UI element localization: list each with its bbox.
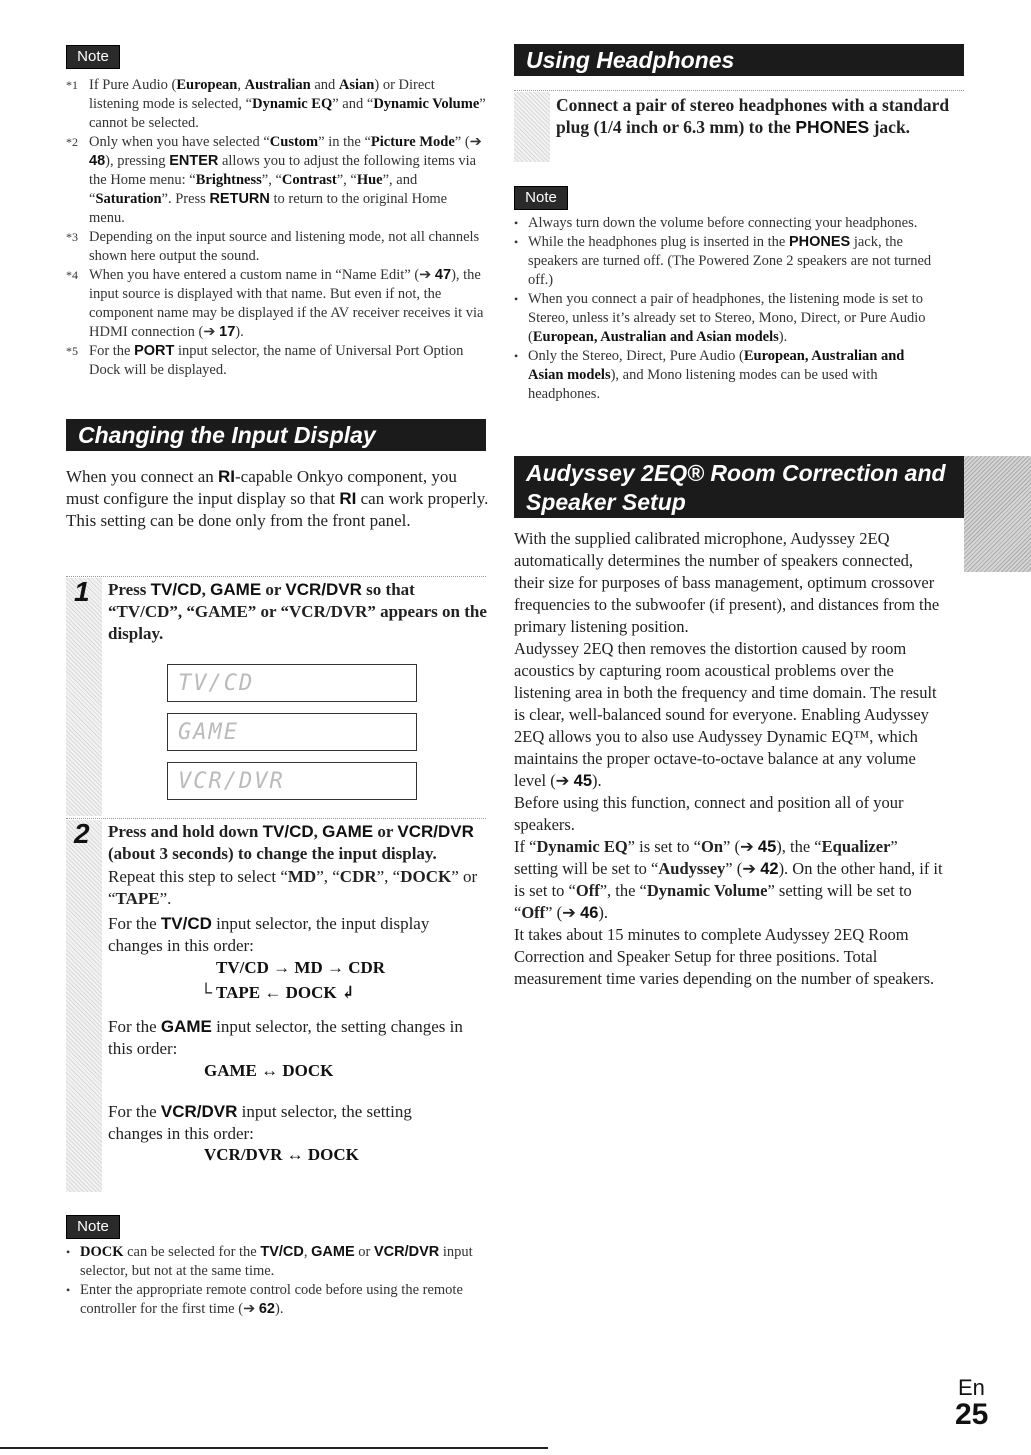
note-badge: Note (66, 1215, 120, 1239)
note-badge: Note (514, 186, 568, 210)
intro-para-2: This setting can be done only from the front panel. (66, 511, 411, 530)
step1-stripe (66, 578, 102, 816)
note-badge: Note (66, 45, 120, 69)
footnote-2: *2 Only when you have selected “Custom” in the “Picture Mode” (➔ 48), pressing ENTER allows you to adjust the following items via the Home menu: “Brightness”, “Contrast”, “Hue”, and “Saturation”. Press RETURN to return to the original Home menu. (66, 134, 482, 226)
tvcd-order: For the TV/CD input selector, the input display changes in this order: (108, 914, 430, 955)
section-title-changing: Changing the Input Display (66, 419, 486, 451)
step2-text: Press and hold down TV/CD, GAME or VCR/DVR (about 3 seconds) to change the input display. (108, 822, 474, 863)
section-title-headphones: Using Headphones (514, 44, 964, 76)
step2-rule (66, 818, 486, 819)
step1-number: 1 (74, 576, 90, 607)
headphones-rule (514, 90, 964, 91)
step2-number: 2 (74, 818, 90, 849)
audyssey-p3: Before using this function, connect and position all of your speakers. (514, 793, 904, 834)
vcr-order: For the VCR/DVR input selector, the setting changes in this order: (108, 1102, 412, 1143)
list-item: • Enter the appropriate remote control code before using the remote controller for the first time (➔ 62). (66, 1282, 463, 1317)
footnote-5: *5 For the PORT input selector, the name of Universal Port Option Dock will be displayed. (66, 343, 464, 378)
step1-rule (66, 576, 486, 577)
step2-repeat: Repeat this step to select “MD”, “CDR”, “DOCK” or “TAPE”. (108, 867, 478, 908)
footnote-4: *4 When you have entered a custom name in “Name Edit” (➔ 47), the input source is displayed with that name. But even if not, the component name may be displayed if the AV receiver receives it via HDMI connection (➔ 17). (66, 267, 484, 340)
footnote-3: *3 Depending on the input source and listening mode, not all channels shown here output the sound. (66, 229, 480, 264)
bottom-note-list (66, 1243, 486, 1319)
ri-logo: RI (218, 467, 235, 486)
return-arrow-icon: └ (200, 983, 216, 1002)
flow-game: GAME ↔ DOCK (204, 1061, 334, 1080)
chapter-edge-tab (964, 456, 1031, 572)
flow-tape: └ TAPE ← DOCK ↲ (200, 983, 356, 1002)
audyssey-p5: It takes about 15 minutes to complete Audyssey 2EQ Room Correction and Speaker Setup for three positions. Total measurement time varies depending on the number of speakers. (514, 925, 935, 988)
audyssey-body (514, 528, 944, 990)
page-number: 25 (955, 1398, 989, 1431)
list-item: • Always turn down the volume before connecting your headphones. (514, 215, 918, 231)
audyssey-p4: If “Dynamic EQ” is set to “On” (➔ 45), the “Equalizer” setting will be set to “Audyssey” (➔ 42). On the other hand, if it is set to “Off”, the “Dynamic Volume” setting will be set to “Off” (➔ 46). (514, 837, 943, 922)
list-item: • DOCK can be selected for the TV/CD, GAME or VCR/DVR input selector, but not at the same time. (66, 1244, 473, 1279)
footer-rule (0, 1447, 548, 1449)
lcd-display-tvcd: TV/CD (167, 664, 417, 702)
lcd-display-game: GAME (167, 713, 417, 751)
step1-text: Press TV/CD, GAME or VCR/DVR so that “TV/CD”, “GAME” or “VCR/DVR” appears on the display. (108, 580, 487, 643)
flow-vcr: VCR/DVR ↔ DOCK (204, 1145, 359, 1164)
changing-intro (66, 466, 491, 532)
footer-lang: En (958, 1375, 985, 1400)
headphones-stripe (514, 92, 550, 162)
footnotes (66, 76, 486, 380)
headphones-step: Connect a pair of stereo headphones with a standard plug (1/4 inch or 6.3 mm) to the PHONES jack. (556, 95, 950, 137)
game-order: For the GAME input selector, the setting changes in this order: (108, 1017, 463, 1058)
list-item: • When you connect a pair of headphones, the listening mode is set to Stereo, unless it’s already set to Stereo, Mono, Direct, or Pure Audio (European, Australian and Asian models). (514, 291, 926, 345)
intro-para: When you connect an RI-capable Onkyo component, you must configure the input display so that RI can work properly. (66, 467, 489, 508)
flow-tvcd: TV/CD → MD → CDR (216, 958, 386, 977)
footnote-1: *1 If Pure Audio (European, Australian and Asian) or Direct listening mode is selected, “Dynamic EQ” and “Dynamic Volume” cannot be selected. (66, 77, 486, 131)
headphones-note-list (514, 214, 939, 404)
audyssey-p2: Audyssey 2EQ then removes the distortion caused by room acoustics by capturing room acoustical problems over the listening area in both the frequency and time domain. The result is clear, well-balanced sound for everyone. Enabling Audyssey 2EQ allows you to also use Audyssey Dynamic EQ™, which maintains the proper octave-to-octave balance at any volume level (➔ 45). (514, 639, 937, 790)
section-title-audyssey: Audyssey 2EQ® Room Correction and Speaker Setup (514, 456, 964, 518)
list-item: • Only the Stereo, Direct, Pure Audio (European, Australian and Asian models), and Mono listening modes can be used with headphones. (514, 348, 905, 402)
step2-stripe (66, 820, 102, 1192)
lcd-display-vcrdvr: VCR/DVR (167, 762, 417, 800)
list-item: • While the headphones plug is inserted in the PHONES jack, the speakers are turned off. (The Powered Zone 2 speakers are not turned off.) (514, 234, 932, 288)
audyssey-p1: With the supplied calibrated microphone, Audyssey 2EQ automatically determines the number of speakers connected, their size for purposes of bass management, optimum crossover frequencies to the subwoofer (if present), and distances from the primary listening position. (514, 529, 940, 636)
